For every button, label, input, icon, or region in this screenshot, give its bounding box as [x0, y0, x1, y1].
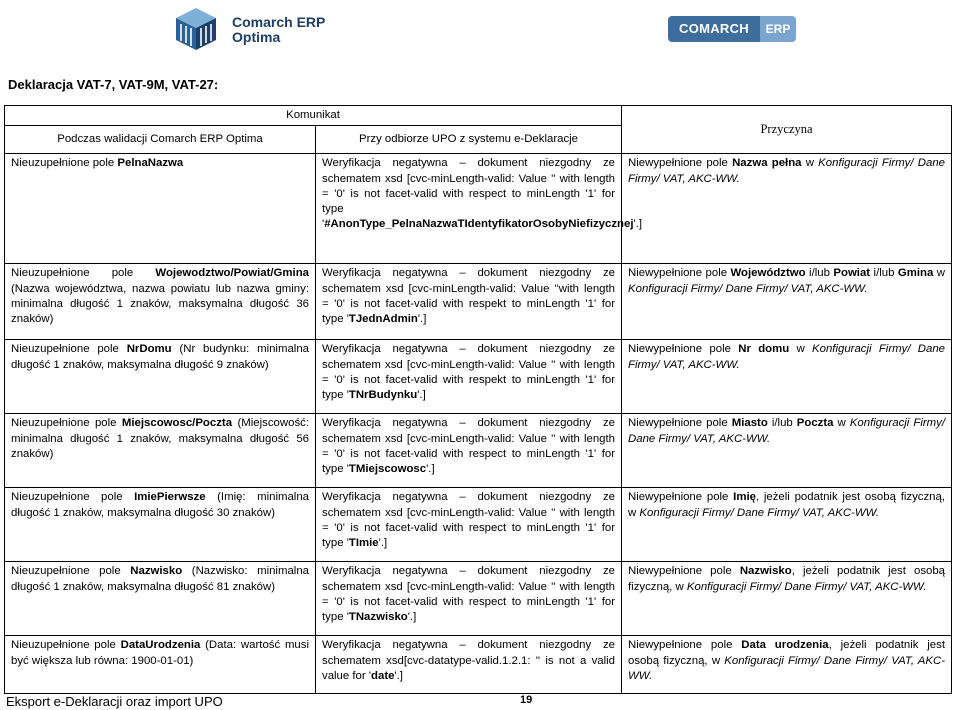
- logo-line-2: Optima: [232, 29, 281, 45]
- header-komunikat: Komunikat: [5, 106, 622, 126]
- cell-walidacja: Nieuzupełnione pole DataUrodzenia (Data: wartość musi być większa lub równa: 1900-01-01): [5, 636, 316, 694]
- cell-upo: Weryfikacja negatywna – dokument niezgodny ze schematem xsd [cvc-minLength-valid: Value '' with length = '0' is not facet-valid with respekt to minLength '1' for type 'TNrBudynku'.]: [316, 340, 622, 414]
- comarch-wordmark: COMARCH: [668, 16, 760, 42]
- cell-walidacja: Nieuzupełnione pole NrDomu (Nr budynku: minimalna długość 1 znaków, maksymalna długość 9 znaków): [5, 340, 316, 414]
- cell-walidacja: Nieuzupełnione pole Miejscowosc/Poczta (Miejscowość: minimalna długość 1 znaków, maksymalna długość 56 znaków): [5, 414, 316, 488]
- cell-upo: Weryfikacja negatywna – dokument niezgodny ze schematem xsd [cvc-minLength-valid: Value '' with length = '0' is not facet-valid with respect to minLength '1' for type '#AnonType_PelnaNazwaTIdentyfikatorOsobyNiefizycznej'.]: [316, 154, 622, 264]
- comarch-erp-optima-logo: [172, 6, 372, 52]
- messages-table: [4, 105, 952, 694]
- table-row: [5, 414, 952, 488]
- header-row-1: [5, 106, 952, 126]
- cell-upo: Weryfikacja negatywna – dokument niezgodny ze schematem xsd [cvc-minLength-valid: Value '' with length = '0' is not facet-valid with respect to minLength '1' for type 'TImie'.]: [316, 488, 622, 562]
- cell-przyczyna: Niewypełnione pole Miasto i/lub Poczta w Konfiguracji Firmy/ Dane Firmy/ VAT, AKC-WW.: [622, 414, 952, 488]
- header-odbior: Przy odbiorze UPO z systemu e-Deklaracje: [316, 126, 622, 154]
- cell-przyczyna: Niewypełnione pole Data urodzenia, jeżeli podatnik jest osobą fizyczną, w Konfiguracji Firmy/ Dane Firmy/ VAT, AKC- WW.: [622, 636, 952, 694]
- cell-przyczyna: Niewypełnione pole Województwo i/lub Powiat i/lub Gmina w Konfiguracji Firmy/ Dane Firmy/ VAT, AKC-WW.: [622, 264, 952, 340]
- cell-przyczyna: Niewypełnione pole Nr domu w Konfiguracji Firmy/ Dane Firmy/ VAT, AKC-WW.: [622, 340, 952, 414]
- header-walidacja: Podczas walidacji Comarch ERP Optima: [5, 126, 316, 154]
- cell-upo: Weryfikacja negatywna – dokument niezgodny ze schematem xsd[cvc-datatype-valid.1.2.1: '' is not a valid value for 'date'.]: [316, 636, 622, 694]
- table-row: [5, 340, 952, 414]
- erp-wordmark: ERP: [760, 16, 796, 42]
- cell-przyczyna: Niewypełnione pole Nazwa pełna w Konfiguracji Firmy/ Dane Firmy/ VAT, AKC-WW.: [622, 154, 952, 264]
- logo-line-1: Comarch ERP: [232, 14, 326, 30]
- comarch-erp-logo: [668, 16, 796, 42]
- cell-upo: Weryfikacja negatywna – dokument niezgodny ze schematem xsd [cvc-minLength-valid: Value ''with length = '0' is not facet-valid with respekt to minLength '1' for type 'TJednAdmin'.]: [316, 264, 622, 340]
- header-przyczyna: Przyczyna: [622, 106, 952, 154]
- table-row: [5, 562, 952, 636]
- table-row: [5, 636, 952, 694]
- table-row: [5, 264, 952, 340]
- table-row: [5, 154, 952, 264]
- table-row: [5, 488, 952, 562]
- left-logo-text: [232, 15, 325, 45]
- page-number: 19: [520, 694, 533, 706]
- cell-walidacja: Nieuzupełnione pole Nazwisko (Nazwisko: minimalna długość 1 znaków, maksymalna długość 81 znaków): [5, 562, 316, 636]
- cell-walidacja: Nieuzupełnione pole ImiePierwsze (Imię: minimalna długość 1 znaków, maksymalna długość 30 znaków): [5, 488, 316, 562]
- cell-przyczyna: Niewypełnione pole Nazwisko, jeżeli podatnik jest osobą fizyczną, w Konfiguracji Firmy/ Dane Firmy/ VAT, AKC-WW.: [622, 562, 952, 636]
- cell-upo: Weryfikacja negatywna – dokument niezgodny ze schematem xsd [cvc-minLength-valid: Value '' with length = '0' is not facet-valid with respect to minLength '1' for type 'TMiejscowosc'.]: [316, 414, 622, 488]
- cell-przyczyna: Niewypełnione pole Imię, jeżeli podatnik jest osobą fizyczną, w Konfiguracji Firmy/ Dane Firmy/ VAT, AKC-WW.: [622, 488, 952, 562]
- cell-walidacja: Nieuzupełnione pole Wojewodztwo/Powiat/Gmina (Nazwa województwa, nazwa powiatu lub nazwa gminy: minimalna długość 1 znaków, maksymalna długość 36 znaków): [5, 264, 316, 340]
- cell-walidacja: Nieuzupełnione pole PelnaNazwa: [5, 154, 316, 264]
- footer-title: Eksport e-Deklaracji oraz import UPO: [6, 694, 223, 709]
- document-title: Deklaracja VAT-7, VAT-9M, VAT-27:: [8, 77, 219, 92]
- cell-upo: Weryfikacja negatywna – dokument niezgodny ze schematem xsd [cvc-minLength-valid: Value '' with length = '0' is not facet-valid with respect to minLength '1' for type 'TNazwisko'.]: [316, 562, 622, 636]
- cube-logo-icon: [172, 6, 220, 52]
